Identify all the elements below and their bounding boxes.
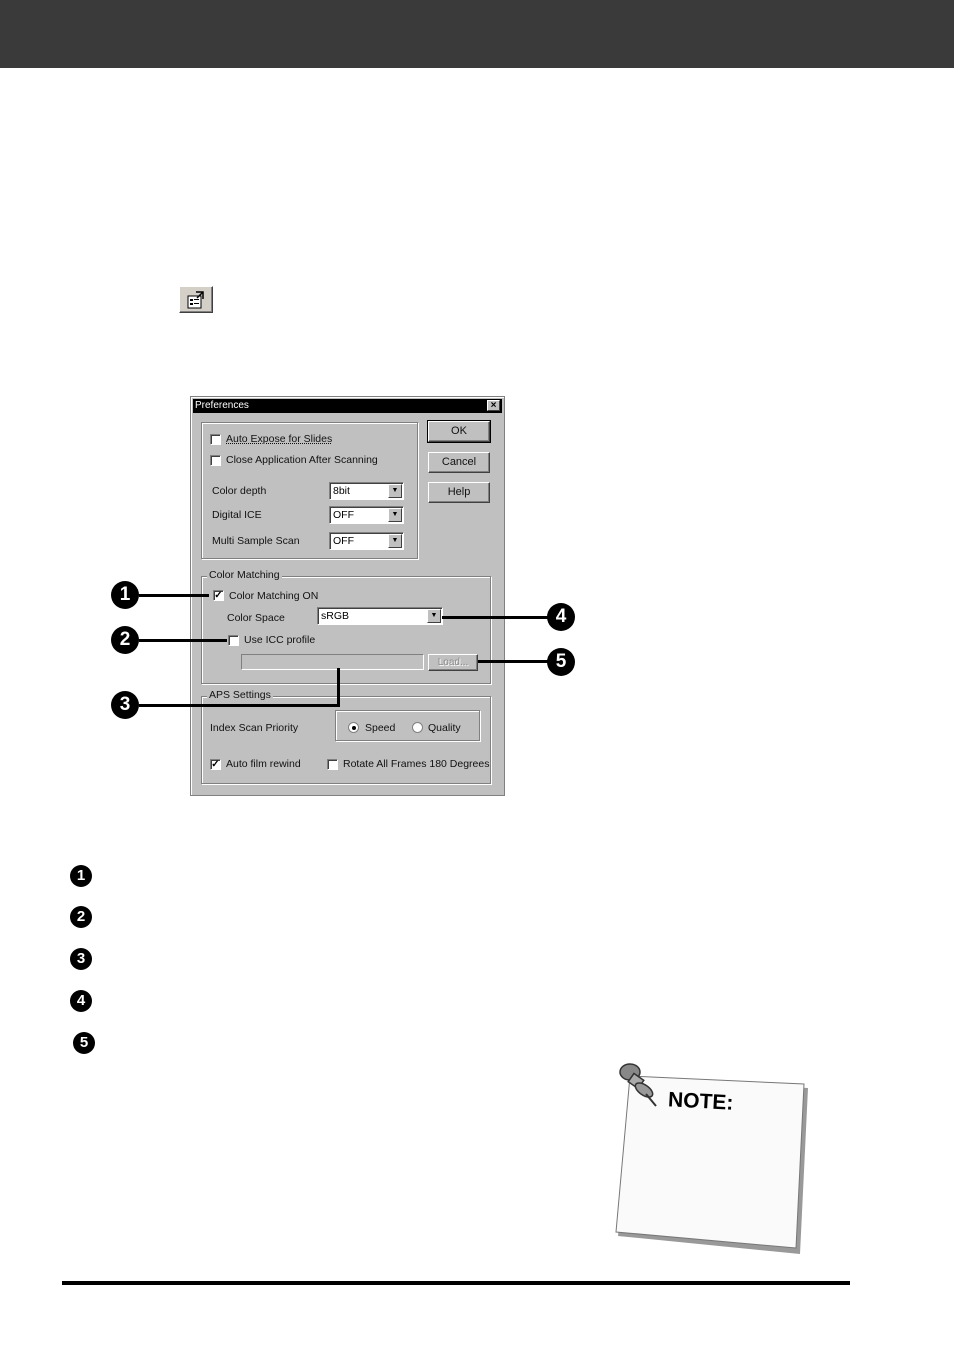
- chevron-down-icon[interactable]: ▼: [388, 508, 402, 522]
- radio-selected-dot: [352, 726, 356, 730]
- color-matching-on-checkbox[interactable]: ✓: [214, 590, 223, 601]
- auto-rewind-label: Auto film rewind: [226, 758, 301, 770]
- help-button[interactable]: Help: [428, 482, 490, 503]
- multi-sample-label: Multi Sample Scan: [212, 535, 300, 547]
- quality-radio[interactable]: [412, 722, 423, 733]
- list-number-1: 1: [70, 865, 92, 887]
- speed-label: Speed: [365, 722, 396, 734]
- quality-label: Quality: [428, 722, 461, 734]
- list-number-2: 2: [70, 906, 92, 928]
- leader-line-4: [442, 616, 548, 619]
- color-matching-legend: Color Matching: [209, 569, 280, 581]
- auto-expose-label: Auto Expose for Slides: [226, 433, 333, 445]
- pushpin-icon: [616, 1060, 664, 1110]
- use-icc-label: Use ICC profile: [244, 634, 316, 646]
- close-app-checkbox[interactable]: [210, 455, 221, 466]
- color-matching-on-label: Color Matching ON: [229, 590, 319, 602]
- callout-1: 1: [111, 581, 139, 609]
- use-icc-checkbox[interactable]: [228, 635, 239, 646]
- leader-line-3a: [139, 704, 339, 707]
- leader-line-3b: [337, 668, 340, 707]
- multi-sample-select[interactable]: [329, 532, 404, 550]
- close-app-label: Close Application After Scanning: [226, 454, 378, 466]
- leader-line-5: [478, 660, 548, 663]
- footer-rule: [62, 1281, 850, 1285]
- leader-line-2: [139, 639, 227, 642]
- list-number-3: 3: [70, 948, 92, 970]
- preferences-icon-button[interactable]: [179, 286, 213, 313]
- chevron-down-icon[interactable]: ▼: [388, 534, 402, 548]
- rotate-label: Rotate All Frames 180 Degrees: [343, 758, 490, 770]
- list-number-5: 5: [73, 1032, 95, 1054]
- preferences-dialog: [190, 396, 505, 796]
- index-scan-priority-label: Index Scan Priority: [210, 722, 299, 734]
- cancel-button[interactable]: Cancel: [428, 452, 490, 473]
- digital-ice-select[interactable]: [329, 506, 404, 524]
- list-number-4: 4: [70, 990, 92, 1012]
- multi-sample-value: OFF: [333, 535, 354, 547]
- speed-radio[interactable]: [348, 722, 359, 733]
- header-bar: [0, 0, 954, 68]
- icc-profile-field[interactable]: [241, 654, 424, 670]
- chevron-down-icon[interactable]: ▼: [388, 484, 402, 498]
- preferences-icon: [186, 291, 206, 309]
- color-space-label: Color Space: [227, 612, 285, 624]
- leader-line-1: [139, 594, 209, 597]
- ok-button[interactable]: OK: [428, 421, 490, 442]
- digital-ice-value: OFF: [333, 509, 354, 521]
- callout-5: 5: [547, 648, 575, 676]
- close-icon[interactable]: ×: [487, 400, 500, 411]
- color-space-select[interactable]: [317, 607, 443, 625]
- dialog-title: Preferences: [195, 400, 249, 411]
- note-title: NOTE:: [667, 1088, 734, 1115]
- chevron-down-icon[interactable]: ▼: [427, 609, 441, 623]
- aps-legend: APS Settings: [209, 689, 271, 701]
- callout-4: 4: [547, 603, 575, 631]
- callout-3: 3: [111, 691, 139, 719]
- digital-ice-label: Digital ICE: [212, 509, 262, 521]
- note-card: [612, 1060, 812, 1260]
- auto-rewind-checkbox[interactable]: ✓: [211, 759, 220, 770]
- color-depth-select[interactable]: [329, 482, 404, 500]
- color-space-value: sRGB: [321, 610, 350, 622]
- load-button[interactable]: Load...: [428, 654, 478, 671]
- color-depth-value: 8bit: [333, 485, 350, 497]
- auto-expose-checkbox[interactable]: [210, 434, 221, 445]
- color-depth-label: Color depth: [212, 485, 267, 497]
- dialog-titlebar: [193, 399, 502, 413]
- rotate-checkbox[interactable]: [327, 759, 338, 770]
- callout-2: 2: [111, 626, 139, 654]
